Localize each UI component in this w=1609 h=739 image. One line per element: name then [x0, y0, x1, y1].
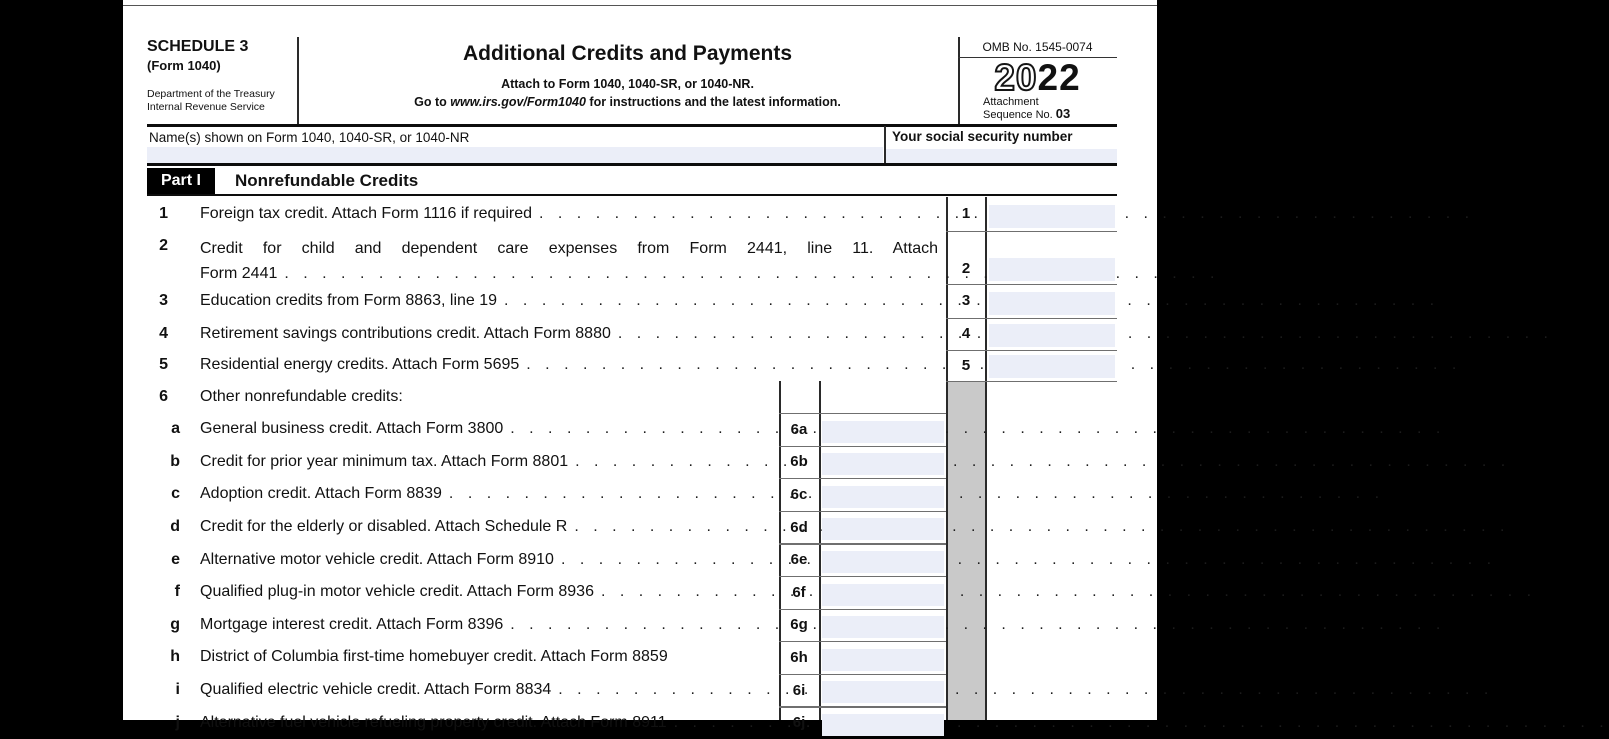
- line-label: Residential energy credits. Attach Form 5695: [200, 356, 520, 374]
- dot-leader: [539, 205, 934, 223]
- line-letter: e: [171, 550, 180, 568]
- part1-badge: Part I: [147, 168, 215, 194]
- sequence-value: 03: [1055, 106, 1071, 121]
- line-label: Credit for the elderly or disabled. Attach Schedule R: [200, 518, 568, 536]
- line-number: 4: [159, 324, 168, 342]
- line-6c-amount-field[interactable]: [822, 486, 944, 508]
- goto-instruction: [297, 95, 958, 109]
- goto-suffix: for instructions and the latest information.: [585, 95, 841, 109]
- name-input-field[interactable]: [147, 147, 883, 163]
- line-label: Credit for child and dependent care expenses from Form 2441, line 11. Attach: [200, 239, 938, 257]
- name-label: Name(s) shown on Form 1040, 1040-SR, or 1040-NR: [149, 130, 470, 145]
- form-line-3: [123, 284, 1157, 318]
- dot-leader: [510, 420, 767, 438]
- line-letter: j: [175, 713, 180, 731]
- line-letter: b: [170, 452, 180, 470]
- form-line-6f: [123, 576, 1157, 609]
- line-box-number: 6d: [790, 518, 808, 536]
- dept-irs: Internal Revenue Service: [147, 101, 265, 113]
- line-box-number: 6f: [792, 583, 806, 601]
- form-line-6h: [123, 641, 1157, 674]
- omb-number: OMB No. 1545-0074: [982, 40, 1093, 54]
- line-box-number: 5: [961, 356, 971, 374]
- line-box-number: 6b: [790, 453, 808, 471]
- form-line-6e: [123, 543, 1157, 576]
- tax-year: [958, 57, 1117, 98]
- ssn-label: Your social security number: [892, 129, 1073, 144]
- sequence-label: Sequence No.: [983, 109, 1056, 121]
- line-6f-amount-field[interactable]: [822, 584, 944, 606]
- line-label: Adoption credit. Attach Form 8839: [200, 485, 442, 503]
- form-line-4: [123, 318, 1157, 350]
- part1-title: Nonrefundable Credits: [235, 171, 419, 190]
- header-bottom-rule: [147, 124, 1117, 127]
- sequence-number: [983, 108, 1070, 122]
- line-4-amount-field[interactable]: [989, 324, 1115, 347]
- line-box-number: 6e: [790, 551, 808, 569]
- line-label: Alternative fuel vehicle refueling property credit. Attach Form 8911: [200, 713, 667, 731]
- line-label: Credit for prior year minimum tax. Attach Form 8801: [200, 452, 569, 470]
- line-label: General business credit. Attach Form 3800: [200, 420, 504, 438]
- line-box-number: 6i: [792, 681, 806, 699]
- schedule-title: SCHEDULE 3: [147, 38, 249, 55]
- form-line-6g: [123, 609, 1157, 642]
- line-6a-amount-field[interactable]: [822, 421, 944, 443]
- dot-leader: [601, 583, 767, 601]
- form-line-6c: [123, 478, 1157, 511]
- dot-leader: [674, 714, 767, 732]
- line-box-number: 6a: [790, 420, 808, 438]
- line-box-number: 6c: [790, 485, 808, 503]
- form-line-6j: [123, 706, 1157, 739]
- dot-leader: [561, 551, 767, 569]
- dot-leader: [449, 485, 767, 503]
- line-1-amount-field[interactable]: [989, 205, 1115, 228]
- attachment-label: Attachment: [983, 96, 1039, 108]
- form-number: (Form 1040): [147, 58, 221, 73]
- form-line-6i: [123, 674, 1157, 707]
- dot-leader: [574, 518, 767, 536]
- page-top-rule: [123, 5, 1157, 6]
- line-6h-amount-field[interactable]: [822, 649, 944, 671]
- dot-leader: [575, 453, 767, 471]
- line-letter: d: [170, 518, 180, 536]
- line-number: 6: [159, 388, 168, 405]
- line-6b-amount-field[interactable]: [822, 453, 944, 475]
- form-line-6: [123, 381, 1157, 413]
- line-label: District of Columbia first-time homebuyer credit. Attach Form 8859: [200, 648, 668, 666]
- line-number: 3: [159, 291, 168, 309]
- line-label: Alternative motor vehicle credit. Attach Form 8910: [200, 550, 554, 568]
- line-label: Mortgage interest credit. Attach Form 8396: [200, 615, 504, 633]
- line-letter: g: [170, 615, 180, 633]
- dot-leader: [526, 356, 934, 374]
- line-label: Other nonrefundable credits:: [200, 388, 403, 405]
- line-label: Qualified plug-in motor vehicle credit. Attach Form 8936: [200, 583, 594, 601]
- form-page: [123, 0, 1157, 732]
- dot-leader: [284, 261, 934, 286]
- line-box-number: 6g: [790, 616, 808, 634]
- line-label: Qualified electric vehicle credit. Attach Form 8834: [200, 681, 552, 699]
- line-box-number: 6h: [790, 648, 808, 666]
- year-solid-digits: 22: [1037, 57, 1081, 98]
- name-row-bottom-rule: [147, 163, 1117, 166]
- goto-prefix: Go to: [414, 95, 451, 109]
- line-letter: c: [171, 485, 180, 503]
- line-box-number: 6j: [792, 714, 806, 732]
- form-line-1: [123, 197, 1157, 231]
- line-number: 2: [159, 236, 168, 254]
- line-label: Foreign tax credit. Attach Form 1116 if required: [200, 204, 533, 222]
- line-label: Education credits from Form 8863, line 19: [200, 291, 498, 309]
- line-6j-amount-field[interactable]: [822, 714, 944, 736]
- line-letter: h: [170, 648, 180, 666]
- dot-leader: [510, 616, 767, 634]
- line-6g-amount-field[interactable]: [822, 616, 944, 638]
- line-6e-amount-field[interactable]: [822, 551, 944, 573]
- line-6i-amount-field[interactable]: [822, 681, 944, 703]
- line-box-number: 3: [961, 292, 971, 310]
- ssn-input-field[interactable]: [886, 149, 1117, 163]
- line-box-number: 1: [961, 205, 971, 223]
- form-line-6d: [123, 511, 1157, 544]
- attach-instruction: Attach to Form 1040, 1040-SR, or 1040-NR.: [501, 77, 754, 91]
- line-3-amount-field[interactable]: [989, 292, 1115, 315]
- dot-leader: [618, 325, 934, 343]
- form-line-2: [123, 231, 1157, 285]
- form-line-5: [123, 350, 1157, 381]
- line-number: 5: [159, 356, 168, 374]
- goto-url: www.irs.gov/Form1040: [450, 95, 586, 109]
- line-label-continued: Form 2441: [200, 264, 278, 282]
- dot-leader: [504, 292, 934, 310]
- line-letter: f: [174, 583, 180, 601]
- line-6d-amount-field[interactable]: [822, 518, 944, 540]
- form-title: Additional Credits and Payments: [462, 42, 793, 65]
- line-number: 1: [159, 204, 168, 222]
- line-box-number: 2: [961, 260, 971, 277]
- line-letter: i: [175, 681, 180, 699]
- line-5-amount-field[interactable]: [989, 355, 1115, 378]
- line-box-number: 4: [961, 325, 971, 343]
- line-2-amount-field[interactable]: [989, 258, 1115, 281]
- form-line-6b: [123, 446, 1157, 479]
- dept-treasury: Department of the Treasury: [147, 88, 275, 100]
- form-line-6a: [123, 413, 1157, 446]
- dot-leader: [558, 681, 767, 699]
- line-label: Retirement savings contributions credit. Attach Form 8880: [200, 324, 611, 342]
- part1-bottom-rule: [147, 194, 1117, 196]
- year-outline-digits: 20: [994, 57, 1038, 98]
- line-letter: a: [171, 420, 180, 438]
